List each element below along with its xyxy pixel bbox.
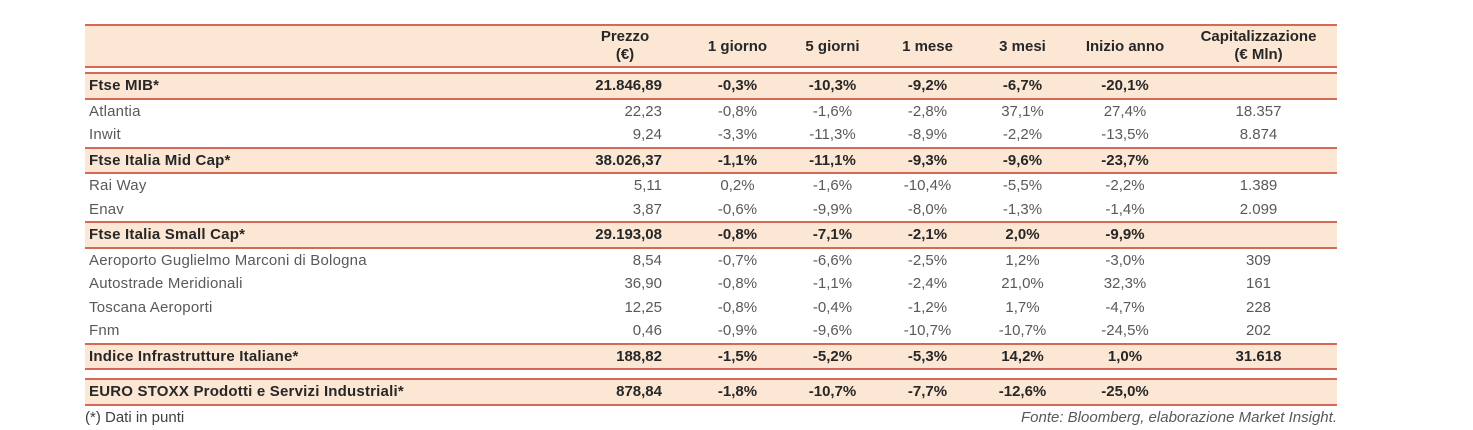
row-1-mese: -2,5% bbox=[907, 251, 948, 269]
row-capitalizzazione: 228 bbox=[1245, 298, 1272, 316]
row-3-mesi: -9,6% bbox=[1002, 151, 1043, 169]
row-prezzo: 38.026,37 bbox=[595, 151, 662, 169]
row-name: Ftse Italia Mid Cap* bbox=[89, 151, 231, 169]
row-prezzo: 5,11 bbox=[633, 177, 662, 195]
row-3-mesi: -2,2% bbox=[1002, 126, 1043, 144]
header-inizio-anno: Inizio anno bbox=[1085, 37, 1165, 55]
footnote-dati-in-punti: (*) Dati in punti bbox=[85, 408, 185, 426]
row-5-giorni: -9,6% bbox=[812, 322, 853, 340]
row-name: EURO STOXX Prodotti e Servizi Industriali* bbox=[89, 383, 404, 401]
row-3-mesi: -5,5% bbox=[1002, 177, 1043, 195]
row-inizio-anno: -4,7% bbox=[1105, 298, 1145, 316]
row-5-giorni: -7,1% bbox=[812, 226, 853, 244]
table-row-autostrade-meridionali bbox=[85, 272, 1337, 296]
row-1-giorno: -0,8% bbox=[717, 298, 758, 316]
table-row-indice-infrastrutture-italiane bbox=[85, 343, 1337, 371]
row-5-giorni: -11,3% bbox=[809, 126, 856, 144]
row-inizio-anno: -24,5% bbox=[1101, 322, 1149, 340]
row-5-giorni: -1,1% bbox=[812, 275, 853, 293]
source-attribution: Fonte: Bloomberg, elaborazione Market Insight. bbox=[1020, 408, 1337, 426]
table-row-toscana-aeroporti bbox=[85, 296, 1337, 320]
row-1-mese: -2,8% bbox=[907, 102, 948, 120]
row-inizio-anno: -25,0% bbox=[1101, 383, 1149, 401]
row-3-mesi: -6,7% bbox=[1002, 77, 1043, 95]
row-name: Inwit bbox=[89, 126, 121, 144]
row-prezzo: 8,54 bbox=[632, 251, 662, 269]
row-3-mesi: 21,0% bbox=[1001, 275, 1044, 293]
row-1-mese: -10,4% bbox=[903, 177, 952, 195]
table-row-inwit bbox=[85, 123, 1337, 147]
row-inizio-anno: 1,0% bbox=[1107, 347, 1143, 365]
row-capitalizzazione: 161 bbox=[1245, 275, 1272, 293]
row-3-mesi: -12,6% bbox=[998, 383, 1047, 401]
row-inizio-anno: -13,5% bbox=[1101, 126, 1149, 144]
row-5-giorni: -10,3% bbox=[808, 77, 857, 95]
table-row-ftse-italia-small-cap bbox=[85, 221, 1337, 249]
row-1-mese: -10,7% bbox=[903, 322, 952, 340]
row-1-giorno: -0,8% bbox=[717, 102, 758, 120]
row-inizio-anno: -3,0% bbox=[1105, 251, 1145, 269]
row-name: Ftse MIB* bbox=[89, 77, 160, 95]
table-row-rai-way bbox=[85, 174, 1337, 198]
row-inizio-anno: 27,4% bbox=[1103, 102, 1147, 120]
row-1-giorno: -0,6% bbox=[717, 200, 758, 218]
row-prezzo: 22,23 bbox=[624, 102, 662, 120]
row-5-giorni: -1,6% bbox=[812, 102, 853, 120]
header-capitalizzazione-line2: (€ Mln) bbox=[1234, 46, 1283, 63]
row-inizio-anno: -23,7% bbox=[1101, 151, 1149, 169]
section-separator-gap bbox=[85, 370, 1337, 378]
header-1-giorno: 1 giorno bbox=[707, 37, 768, 55]
row-name: Ftse Italia Small Cap* bbox=[89, 226, 246, 244]
row-1-giorno: -1,5% bbox=[717, 347, 758, 365]
row-1-giorno: -0,9% bbox=[717, 322, 758, 340]
table-row-fnm bbox=[85, 319, 1337, 343]
row-name: Autostrade Meridionali bbox=[89, 275, 243, 293]
market-indices-sheet bbox=[85, 24, 1337, 426]
table-footer bbox=[85, 406, 1337, 426]
row-inizio-anno: 32,3% bbox=[1103, 275, 1147, 293]
row-capitalizzazione: 1.389 bbox=[1239, 177, 1278, 195]
row-1-mese: -8,9% bbox=[907, 126, 948, 144]
row-1-mese: -2,1% bbox=[907, 226, 948, 244]
row-3-mesi: -10,7% bbox=[998, 322, 1047, 340]
row-1-giorno: -1,8% bbox=[717, 383, 758, 401]
row-name: Indice Infrastrutture Italiane* bbox=[89, 347, 299, 365]
table-row-aeroporto-marconi-bologna bbox=[85, 249, 1337, 273]
row-3-mesi: 2,0% bbox=[1005, 226, 1040, 244]
row-capitalizzazione: 31.618 bbox=[1235, 347, 1282, 365]
row-name: Toscana Aeroporti bbox=[89, 298, 213, 316]
row-1-giorno: -0,7% bbox=[717, 251, 758, 269]
row-capitalizzazione: 2.099 bbox=[1239, 200, 1278, 218]
row-capitalizzazione: 18.357 bbox=[1235, 102, 1282, 120]
row-3-mesi: 1,2% bbox=[1005, 251, 1040, 269]
row-1-giorno: -1,1% bbox=[717, 151, 758, 169]
row-1-giorno: 0,2% bbox=[720, 177, 755, 195]
row-inizio-anno: -9,9% bbox=[1105, 226, 1145, 244]
row-1-mese: -9,2% bbox=[907, 77, 948, 95]
row-1-mese: -2,4% bbox=[907, 275, 948, 293]
row-1-mese: -7,7% bbox=[907, 383, 948, 401]
row-5-giorni: -6,6% bbox=[812, 251, 853, 269]
row-5-giorni: -0,4% bbox=[812, 298, 853, 316]
row-inizio-anno: -1,4% bbox=[1105, 200, 1145, 218]
row-1-mese: -8,0% bbox=[907, 200, 948, 218]
row-capitalizzazione: 8.874 bbox=[1239, 126, 1278, 144]
row-3-mesi: 1,7% bbox=[1005, 298, 1040, 316]
table-header-row bbox=[85, 24, 1337, 68]
row-name: Atlantia bbox=[89, 102, 141, 120]
row-name: Fnm bbox=[89, 322, 120, 340]
row-3-mesi: 37,1% bbox=[1001, 102, 1044, 120]
row-inizio-anno: -20,1% bbox=[1101, 77, 1149, 95]
table-row-ftse-mib bbox=[85, 72, 1337, 100]
row-name: Enav bbox=[89, 200, 124, 218]
row-prezzo: 3,87 bbox=[632, 200, 662, 218]
row-capitalizzazione: 202 bbox=[1245, 322, 1272, 340]
row-5-giorni: -11,1% bbox=[809, 151, 856, 169]
row-name: Rai Way bbox=[89, 177, 147, 195]
row-prezzo: 9,24 bbox=[632, 126, 662, 144]
table-row-euro-stoxx-prodotti-servizi-industriali bbox=[85, 378, 1337, 406]
row-3-mesi: 14,2% bbox=[1001, 347, 1044, 365]
indices-performance-table bbox=[85, 24, 1337, 406]
row-5-giorni: -5,2% bbox=[812, 347, 853, 365]
header-capitalizzazione bbox=[1180, 28, 1337, 64]
header-prezzo-line1: Prezzo bbox=[600, 28, 650, 45]
row-prezzo: 36,90 bbox=[624, 275, 662, 293]
row-1-giorno: -0,8% bbox=[717, 226, 758, 244]
row-inizio-anno: -2,2% bbox=[1105, 177, 1145, 195]
row-1-giorno: -3,3% bbox=[717, 126, 758, 144]
header-capitalizzazione-line1: Capitalizzazione bbox=[1200, 28, 1317, 45]
header-prezzo bbox=[560, 28, 690, 64]
row-name: Aeroporto Guglielmo Marconi di Bologna bbox=[89, 251, 367, 269]
row-1-mese: -1,2% bbox=[907, 298, 948, 316]
row-capitalizzazione: 309 bbox=[1245, 251, 1272, 269]
row-prezzo: 21.846,89 bbox=[595, 77, 662, 95]
row-1-giorno: -0,8% bbox=[717, 275, 758, 293]
row-5-giorni: -9,9% bbox=[812, 200, 853, 218]
table-row-atlantia bbox=[85, 100, 1337, 124]
header-3-mesi: 3 mesi bbox=[999, 37, 1046, 55]
header-1-mese: 1 mese bbox=[902, 37, 953, 55]
row-prezzo: 12,25 bbox=[624, 298, 662, 316]
header-prezzo-line2: (€) bbox=[615, 46, 635, 63]
row-5-giorni: -1,6% bbox=[812, 177, 853, 195]
row-5-giorni: -10,7% bbox=[808, 383, 857, 401]
row-prezzo: 0,46 bbox=[632, 322, 662, 340]
row-1-mese: -9,3% bbox=[907, 151, 948, 169]
table-row-ftse-italia-mid-cap bbox=[85, 147, 1337, 175]
row-prezzo: 29.193,08 bbox=[595, 226, 662, 244]
row-prezzo: 878,84 bbox=[616, 383, 662, 401]
row-1-mese: -5,3% bbox=[907, 347, 948, 365]
row-1-giorno: -0,3% bbox=[717, 77, 758, 95]
row-3-mesi: -1,3% bbox=[1002, 200, 1043, 218]
table-row-enav bbox=[85, 198, 1337, 222]
row-prezzo: 188,82 bbox=[616, 347, 662, 365]
header-5-giorni: 5 giorni bbox=[805, 37, 860, 55]
